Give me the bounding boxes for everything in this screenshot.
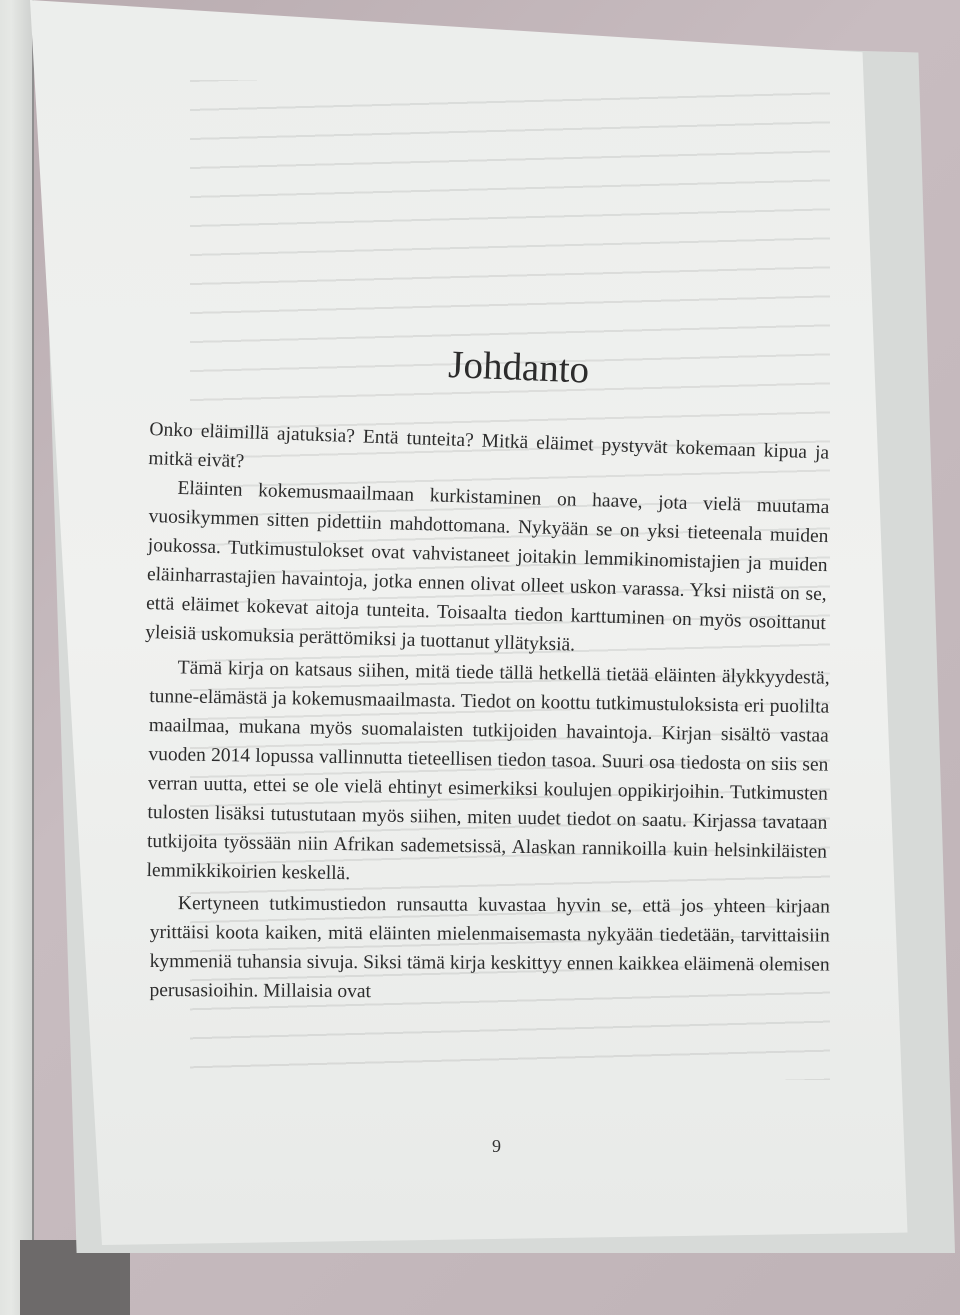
page-number: 9: [492, 1136, 501, 1156]
left-page-edge: [0, 0, 34, 1315]
paragraph-1: Onko eläimillä ajatuksia? Entä tunteita? Mitkä eläimet pystyvät kokemaan kipua ja mitkä eivät?: [148, 418, 830, 473]
paragraph-2: Eläinten kokemusmaailmaan kurkistaminen on haave, jota vielä muutama vuosikymmen sitten pidettiin mahdottomana. Nykyään se on yksi tieteenala muiden joukossa. Tutkimustulokset ovat vahvistaneet joitakin lemmikinomistajien ja muiden eläinharrastajien havaintoja, jotka ennen olivat olleet uskon varassa. Yksi niistä on se, että eläimet kokevat aitoja tunteita. Toisaalta tiedon karttuminen on myös osoittanut yleisiä uskomuksia perättömiksi ja tuottanut yllätyksiä.: [144, 477, 830, 656]
paragraph-4: Kertyneen tutkimustiedon runsautta kuvastaa hyvin se, että jos yhteen kirjaan yrittäisi koota kaiken, mitä eläinten mielenmaisemasta nykyään tiedetään, tarvittaisiin kymmeniä tuhansia sivuja. Siksi tämä kirja keskittyy ennen kaikkea eläimenä olemisen perusasioihin. Millaisia ovat: [149, 893, 830, 1003]
paragraph-3: Tämä kirja on katsaus siihen, mitä tiede tällä hetkellä tietää eläinten älykkyydestä, tunne-elämästä ja kokemusmaailmasta. Tiedot on koottu tutkimustuloksista eri puolilta maailmaa, mukana myös suomalaisten tutkijoiden havaintoja. Kirjan sisältö vastaa vuoden 2014 lopussa vallinnutta tieteellisen tiedon tasoa. Suuri osa tiedosta on siis sen verran uutta, ettei se ole vielä ehtinyt esimerkiksi koulujen oppikirjoihin. Tutkimusten tulosten lisäksi tutustutaan myös siihen, miten uudet tiedot on saatu. Kirjassa tavataan tutkijoita työssään niin Afrikan sademetsissä, Alaskan rannikoilla kuin helsinkiläisten lemmikkikoirien keskellä.: [146, 657, 830, 885]
chapter-title: Johdanto: [447, 343, 591, 392]
page-content: [144, 330, 830, 1005]
